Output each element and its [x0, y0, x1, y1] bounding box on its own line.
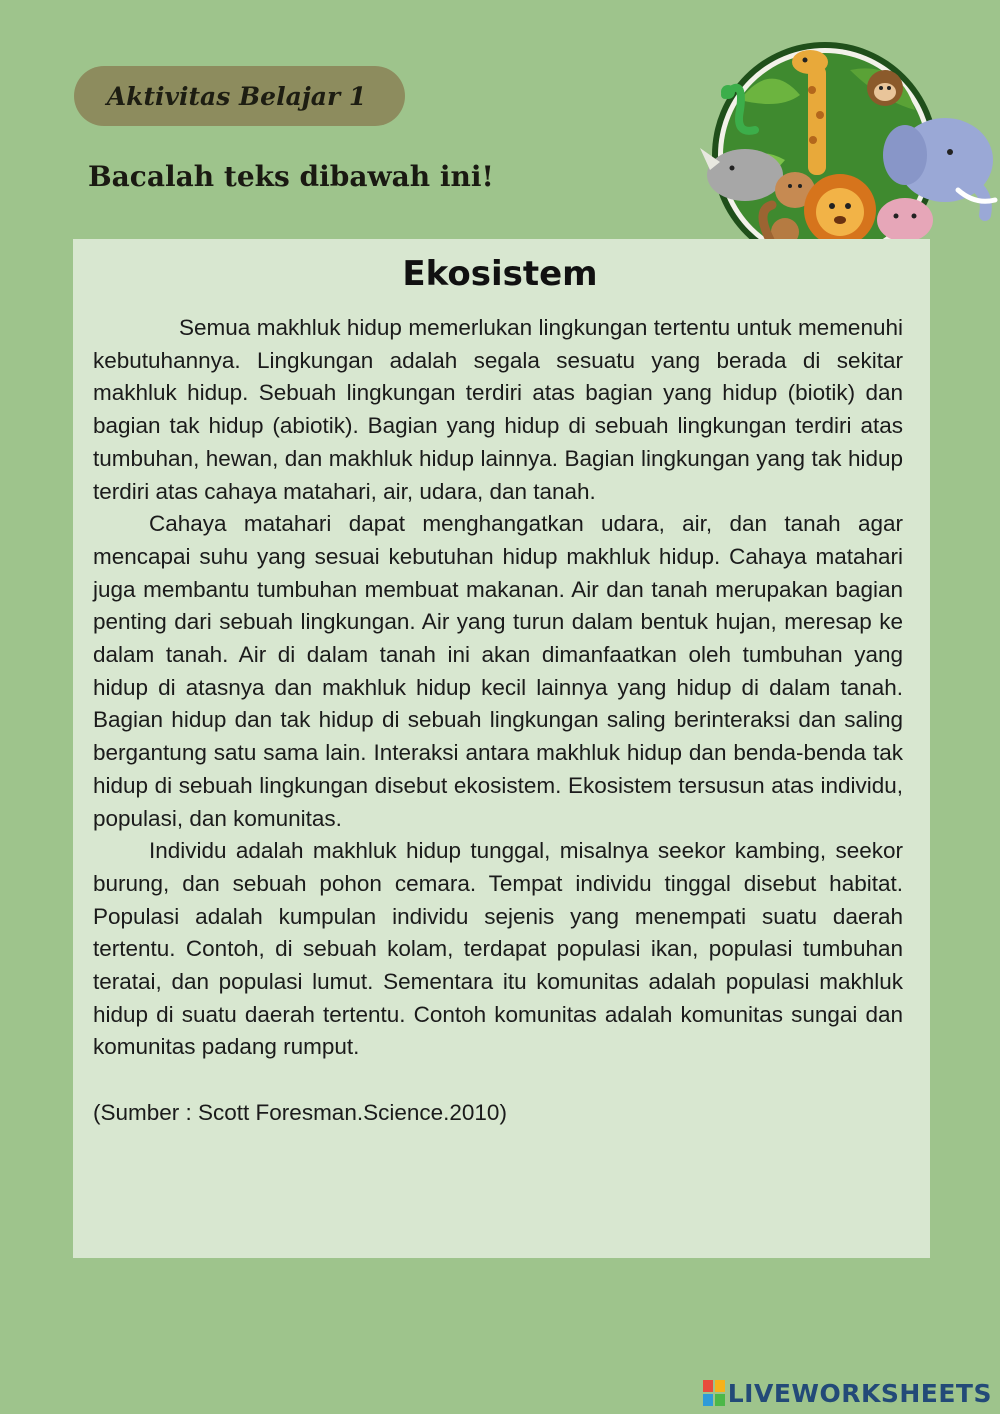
article-body	[93, 312, 903, 1130]
liveworksheets-logo-icon	[703, 1380, 725, 1406]
liveworksheets-wordmark: LIVEWORKSHEETS	[727, 1378, 992, 1408]
activity-label: Aktivitas Belajar 1	[106, 81, 367, 111]
activity-label-pill	[74, 66, 405, 126]
liveworksheets-brand[interactable]	[703, 1378, 992, 1408]
instruction-heading: Bacalah teks dibawah ini!	[88, 160, 494, 193]
article-paragraph-1: Semua makhluk hidup memerlukan lingkungan tertentu untuk memenuhi kebutuhannya. Lingkungan adalah segala sesuatu yang berada di sekitar makhluk hidup. Sebuah lingkungan terdiri atas bagian yang hidup (biotik) dan bagian tak hidup (abiotik). Bagian yang hidup di sebuah lingkungan terdiri atas tumbuhan, hewan, dan makhluk hidup lainnya. Bagian lingkungan yang tak hidup terdiri atas cahaya matahari, air, udara, dan tanah.	[93, 315, 903, 504]
article-source: (Sumber : Scott Foresman.Science.2010)	[93, 1099, 507, 1125]
article-paragraph-2: Cahaya matahari dapat menghangatkan udara, air, dan tanah agar mencapai suhu yang sesuai kebutuhan hidup makhluk hidup. Cahaya matahari juga membantu tumbuhan membuat makanan. Air dan tanah merupakan bagian penting dari sebuah lingkungan. Air yang turun dalam bentuk hujan, meresap ke dalam tanah. Air di dalam tanah ini akan dimanfaatkan oleh tumbuhan yang hidup di atasnya dan makhluk hidup kecil lainnya yang hidup di dalam tanah. Bagian hidup dan tak hidup di sebuah lingkungan saling berinteraksi dan saling bergantung satu sama lain. Interaksi antara makhluk hidup dan benda-benda tak hidup di sebuah lingkungan disebut ekosistem. Ekosistem tersusun atas individu, populasi, dan komunitas.	[93, 511, 903, 831]
article-paragraph-3: Individu adalah makhluk hidup tunggal, misalnya seekor kambing, seekor burung, dan sebuah pohon cemara. Tempat individu tinggal disebut habitat. Populasi adalah kumpulan individu sejenis yang menempati suatu daerah tertentu. Contoh, di sebuah kolam, terdapat populasi ikan, populasi tumbuhan teratai, dan populasi lumut. Sementara itu komunitas adalah populasi makhluk hidup di suatu daerah tertentu. Contoh komunitas adalah komunitas sungai dan komunitas padang rumput.	[93, 838, 903, 1060]
article-title: Ekosistem	[402, 254, 598, 294]
